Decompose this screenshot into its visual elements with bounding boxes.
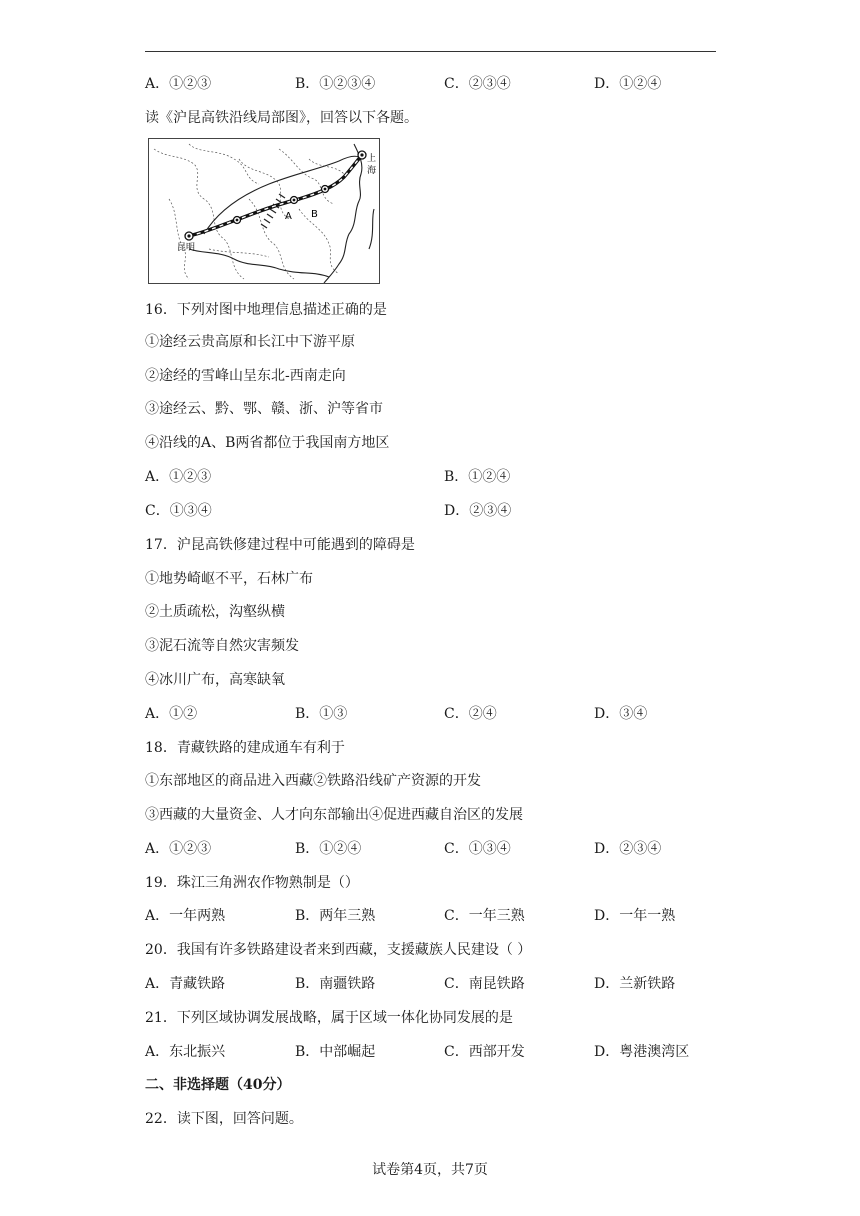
q21-option-d[interactable]: D．粤港澳湾区: [594, 1044, 690, 1060]
q18-option-c[interactable]: C．①③④: [444, 841, 511, 857]
q16-option-d[interactable]: D．②③④: [444, 503, 512, 519]
q19-option-b[interactable]: B．两年三熟: [295, 908, 376, 924]
q17-item-4: ④冰川广布，高寒缺氧: [145, 672, 285, 688]
page-footer: 试卷第4页，共7页: [372, 1162, 488, 1178]
q16-item-1: ①途经云贵高原和长江中下游平原: [145, 334, 355, 350]
q16-option-a[interactable]: A．①②③: [145, 469, 212, 485]
q17-item-1: ①地势崎岖不平，石林广布: [145, 571, 313, 587]
q20-option-d[interactable]: D．兰新铁路: [594, 976, 676, 992]
q21-option-c[interactable]: C．西部开发: [444, 1044, 525, 1060]
q18-item-1: ①东部地区的商品进入西藏②铁路沿线矿产资源的开发: [145, 773, 481, 789]
q15-option-b[interactable]: B．①②③④: [295, 76, 376, 92]
top-rule: [145, 51, 716, 52]
q16-stem: 16．下列对图中地理信息描述正确的是: [145, 302, 387, 318]
q18-option-a[interactable]: A．①②③: [145, 841, 212, 857]
q20-option-b[interactable]: B．南疆铁路: [295, 976, 376, 992]
map-intro: 读《沪昆高铁沿线局部图》，回答以下各题。: [145, 110, 418, 126]
map-label-kunming: 昆明: [177, 243, 196, 253]
q22-stem: 22．读下图，回答问题。: [145, 1111, 303, 1127]
q16-item-3: ③途经云、黔、鄂、赣、浙、沪等省市: [145, 401, 383, 417]
section-2-heading: 二、非选择题（40分）: [145, 1077, 291, 1093]
q17-option-c[interactable]: C．②④: [444, 706, 497, 722]
map-figure: [148, 138, 380, 284]
q18-option-b[interactable]: B．①②④: [295, 841, 362, 857]
q16-item-2: ②途经的雪峰山呈东北-西南走向: [145, 368, 346, 384]
q20-option-a[interactable]: A．青藏铁路: [145, 976, 226, 992]
map-label-shanghai-2: 海: [367, 166, 377, 176]
q17-option-b[interactable]: B．①③: [295, 706, 348, 722]
q19-option-d[interactable]: D．一年一熟: [594, 908, 676, 924]
q21-option-a[interactable]: A．东北振兴: [145, 1044, 226, 1060]
q17-stem: 17．沪昆高铁修建过程中可能遇到的障碍是: [145, 537, 415, 553]
q17-item-2: ②土质疏松，沟壑纵横: [145, 604, 285, 620]
q20-stem: 20．我国有许多铁路建设者来到西藏，支援藏族人民建设（ ）: [145, 942, 532, 958]
q15-option-d[interactable]: D．①②④: [594, 76, 662, 92]
q17-option-a[interactable]: A．①②: [145, 706, 198, 722]
q18-stem: 18．青藏铁路的建成通车有利于: [145, 740, 345, 756]
q19-stem: 19．珠江三角洲农作物熟制是（）: [145, 875, 359, 891]
map-label-a: A: [285, 211, 292, 222]
q20-option-c[interactable]: C．南昆铁路: [444, 976, 525, 992]
q18-item-2: ③西藏的大量资金、人才向东部输出④促进西藏自治区的发展: [145, 807, 523, 823]
q16-option-b[interactable]: B．①②④: [444, 469, 511, 485]
q16-item-4: ④沿线的A、B两省都位于我国南方地区: [145, 435, 390, 451]
map-label-b: B: [311, 209, 318, 220]
q17-item-3: ③泥石流等自然灾害频发: [145, 638, 299, 654]
map-label-shanghai-1: 上: [367, 154, 377, 164]
q21-option-b[interactable]: B．中部崛起: [295, 1044, 376, 1060]
q18-option-d[interactable]: D．②③④: [594, 841, 662, 857]
q15-option-a[interactable]: A．①②③: [145, 76, 212, 92]
q21-stem: 21．下列区域协调发展战略，属于区域一体化协同发展的是: [145, 1010, 513, 1026]
q15-option-c[interactable]: C．②③④: [444, 76, 511, 92]
hukun-railway-map: [149, 139, 379, 283]
q16-option-c[interactable]: C．①③④: [145, 503, 212, 519]
q17-option-d[interactable]: D．③④: [594, 706, 648, 722]
q19-option-a[interactable]: A．一年两熟: [145, 908, 226, 924]
q19-option-c[interactable]: C．一年三熟: [444, 908, 525, 924]
